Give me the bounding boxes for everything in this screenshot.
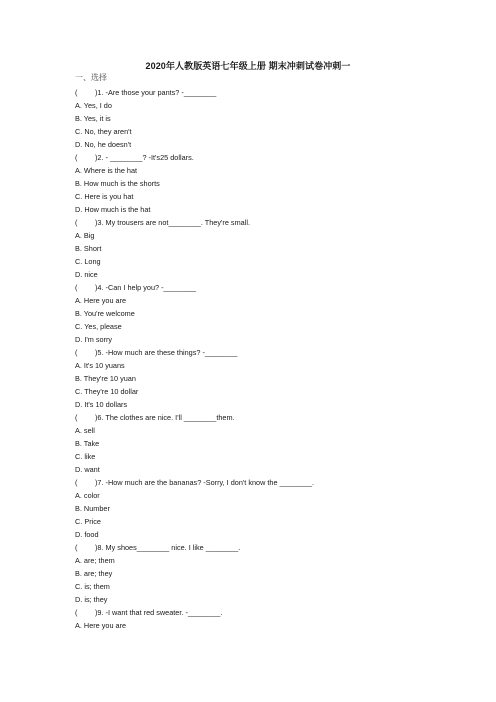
answer-bracket: (: [75, 218, 78, 227]
answer-option: D. nice: [75, 270, 98, 279]
answer-option: A. It's 10 yuans: [75, 361, 125, 370]
question-text: )6. The clothes are nice. I'll ________them.: [95, 413, 235, 422]
answer-option: D. is; they: [75, 595, 108, 604]
question-list: [75, 86, 435, 632]
answer-option: A. Here you are: [75, 621, 127, 630]
answer-option: A. Yes, I do: [75, 101, 112, 110]
answer-option: B. Number: [75, 504, 110, 513]
answer-bracket: (: [75, 413, 78, 422]
answer-option: A. are; them: [75, 556, 115, 565]
answer-option: C. Price: [75, 517, 101, 526]
answer-option: C. They're 10 dollar: [75, 387, 139, 396]
answer-option: C. No, they aren't: [75, 127, 132, 136]
answer-option: B. Take: [75, 439, 100, 448]
answer-option: B. are; they: [75, 569, 113, 578]
question-stem: [75, 411, 435, 424]
question-stem: [75, 281, 435, 294]
answer-option: A. Big: [75, 231, 95, 240]
question-stem: [75, 606, 435, 619]
answer-option: A. Where is the hat: [75, 166, 138, 175]
answer-option: D. How much is the hat: [75, 205, 151, 214]
answer-option: C. Yes, please: [75, 322, 122, 331]
answer-bracket: (: [75, 153, 78, 162]
answer-option: A. color: [75, 491, 100, 500]
question-stem: [75, 151, 435, 164]
answer-bracket: (: [75, 543, 78, 552]
answer-option: C. like: [75, 452, 96, 461]
question-text: )5. -How much are these things? -________: [95, 348, 238, 357]
answer-bracket: (: [75, 348, 78, 357]
question-text: )2. - ________? -It's25 dollars.: [95, 153, 194, 162]
answer-option: C. Long: [75, 257, 101, 266]
answer-option: D. It's 10 dollars: [75, 400, 128, 409]
answer-option: B. You're welcome: [75, 309, 135, 318]
question-text: )9. -I want that red sweater. -________.: [95, 608, 223, 617]
question-text: )1. -Are those your pants? -________: [95, 88, 217, 97]
question-text: )3. My trousers are not________. They're small.: [95, 218, 250, 227]
question-stem: [75, 216, 435, 229]
question-text: )4. -Can I help you? -________: [95, 283, 197, 292]
question-text: )8. My shoes________ nice. I like ________.: [95, 543, 241, 552]
question-stem: [75, 541, 435, 554]
answer-option: B. They're 10 yuan: [75, 374, 136, 383]
question-stem: [75, 346, 435, 359]
question-stem: [75, 86, 435, 99]
answer-option: A. Here you are: [75, 296, 127, 305]
answer-bracket: (: [75, 88, 78, 97]
answer-option: C. Here is you hat: [75, 192, 134, 201]
answer-option: D. food: [75, 530, 99, 539]
answer-bracket: (: [75, 283, 78, 292]
answer-option: B. Yes, it is: [75, 114, 111, 123]
answer-option: D. want: [75, 465, 100, 474]
question-text: )7. -How much are the bananas? -Sorry, I don't know the ________.: [95, 478, 315, 487]
page-title: 2020年人教版英语七年级上册 期末冲刺试卷冲刺一: [145, 61, 351, 71]
answer-bracket: (: [75, 608, 78, 617]
answer-option: B. Short: [75, 244, 102, 253]
question-stem: [75, 476, 435, 489]
answer-option: B. How much is the shorts: [75, 179, 160, 188]
answer-option: C. is; them: [75, 582, 110, 591]
section-heading: 一、选择: [75, 73, 107, 82]
answer-bracket: (: [75, 478, 78, 487]
answer-option: D. No, he doesn't: [75, 140, 132, 149]
answer-option: D. I'm sorry: [75, 335, 113, 344]
answer-option: A. sell: [75, 426, 95, 435]
